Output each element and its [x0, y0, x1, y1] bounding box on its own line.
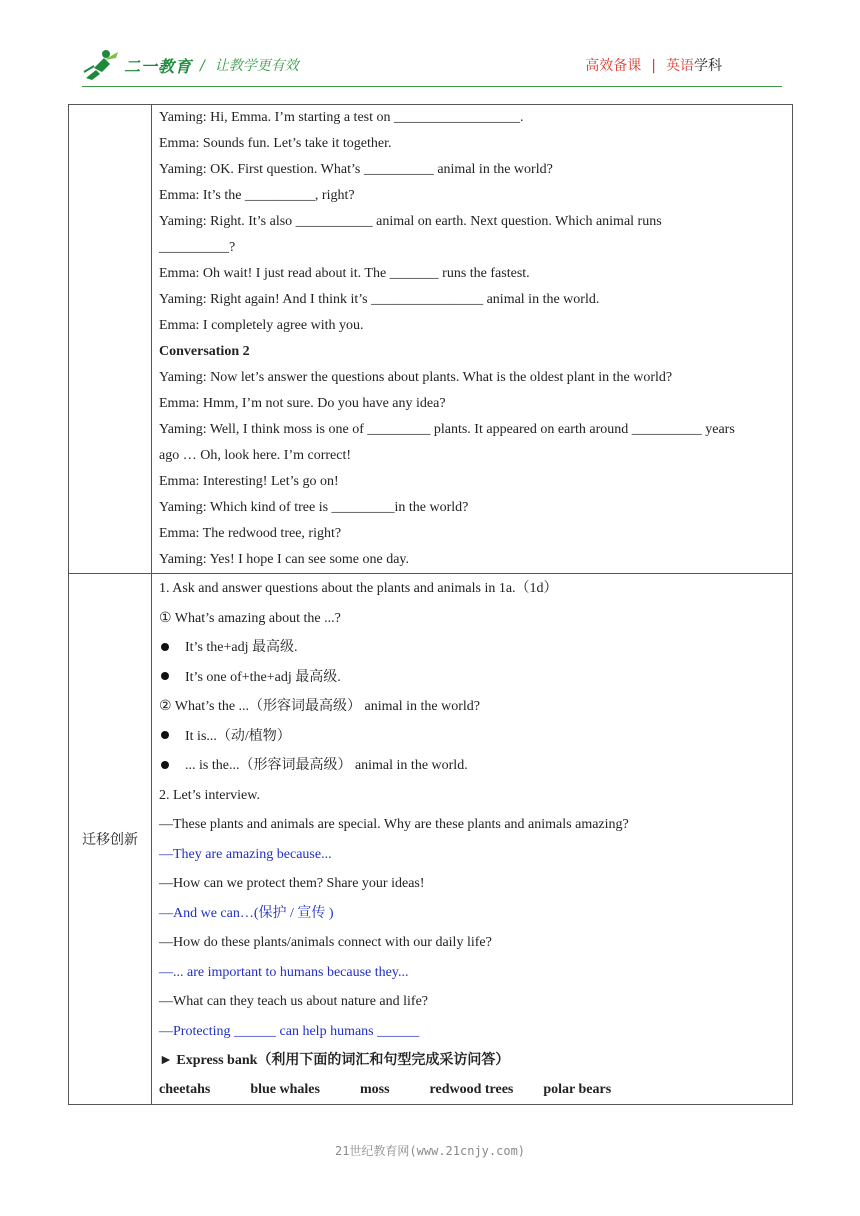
task-1: 1. Ask and answer questions about the plants and animals in 1a.（1d） — [159, 581, 558, 596]
interview-question: —These plants and animals are special. Why are these plants and animals amazing? — [159, 817, 629, 832]
dialogue-line: Emma: It’s the __________, right? — [159, 188, 355, 203]
dialogue-line: Yaming: Which kind of tree is _________in the world? — [159, 500, 469, 515]
conversation-cell — [152, 105, 793, 574]
table-row-conversations — [69, 105, 793, 574]
dialogue-line: Emma: Interesting! Let’s go on! — [159, 474, 339, 489]
conversation-2-title: Conversation 2 — [159, 344, 250, 359]
question-1: ① What’s amazing about the ...? — [159, 610, 341, 626]
dialogue-line: Yaming: Right. It’s also ___________ animal on earth. Next question. Which animal runs — [159, 214, 662, 229]
question-2: ② What’s the ...（形容词最高级） animal in the world? — [159, 699, 481, 714]
interview-answer: —... are important to humans because they... — [159, 964, 409, 980]
slogan-slash: / — [200, 58, 205, 74]
dialogue-line: Emma: Oh wait! I just read about it. The _______ runs the fastest. — [159, 266, 530, 281]
bullet-dot-icon — [161, 731, 169, 739]
table-row-transfer — [69, 574, 793, 1105]
page-header — [0, 0, 860, 100]
footer-source: 21世纪教育网(www.21cnjy.com) — [334, 1144, 526, 1158]
row-label-transfer: 迁移创新 — [69, 574, 152, 1105]
bullet-dot-icon — [161, 672, 169, 680]
dialogue-line: ago … Oh, look here. I’m correct! — [159, 448, 352, 463]
row-label-empty — [69, 105, 152, 574]
bullet-dot-icon — [161, 643, 169, 651]
dialogue-line: Yaming: Right again! And I think it’s ________________ animal in the world. — [159, 292, 600, 307]
dialogue-line: Yaming: Now let’s answer the questions about plants. What is the oldest plant in the world? — [159, 370, 673, 385]
interview-answer: —Protecting ______ can help humans ______ — [159, 1023, 420, 1039]
dialogue-line: Emma: The redwood tree, right? — [159, 526, 342, 541]
dialogue-line: Emma: I completely agree with you. — [159, 318, 364, 333]
bullet-text: It is...（动/植物） — [185, 728, 291, 744]
dialogue-line: __________? — [159, 240, 236, 255]
bullet-dot-icon — [161, 761, 169, 769]
bullet-item — [159, 751, 786, 781]
dialogue-line: Emma: Hmm, I’m not sure. Do you have any idea? — [159, 396, 446, 411]
interview-question: —How do these plants/animals connect with our daily life? — [159, 935, 492, 950]
dialogue-line: Yaming: Yes! I hope I can see some one day. — [159, 552, 410, 567]
bank-word: redwood trees — [429, 1081, 514, 1097]
tag-left: 高效备课 — [585, 58, 642, 74]
tag-subject-black: 学科 — [694, 58, 722, 74]
runner-logo-icon — [82, 48, 122, 82]
tag-separator: | — [651, 58, 656, 74]
brand-name: 二一教育 — [124, 57, 193, 76]
dialogue-line: Emma: Sounds fun. Let’s take it together. — [159, 136, 392, 151]
interview-question: —What can they teach us about nature and life? — [159, 994, 428, 1009]
bank-word: cheetahs — [159, 1081, 211, 1097]
bank-word: blue whales — [250, 1081, 320, 1097]
bullet-text: It’s one of+the+adj 最高级. — [185, 669, 341, 685]
slogan — [200, 55, 299, 75]
task-2: 2. Let’s interview. — [159, 787, 260, 803]
subject-tag — [585, 55, 722, 75]
bank-word: moss — [359, 1081, 390, 1097]
lesson-table — [68, 104, 793, 1105]
tag-subject-red: 英语 — [666, 58, 694, 74]
bullet-item — [159, 722, 786, 752]
bullet-item — [159, 663, 786, 693]
header-divider — [82, 86, 782, 87]
bank-word: polar bears — [543, 1081, 612, 1097]
express-bank-words — [159, 1076, 786, 1104]
bullet-item — [159, 633, 786, 663]
transfer-cell — [152, 574, 793, 1105]
dialogue-line: Yaming: OK. First question. What’s __________ animal in the world? — [159, 162, 553, 177]
dialogue-line: Yaming: Hi, Emma. I’m starting a test on __________________. — [159, 110, 524, 125]
interview-question: —How can we protect them? Share your ideas! — [159, 876, 425, 891]
bullet-text: It’s the+adj 最高级. — [185, 640, 298, 655]
slogan-text: 让教学更有效 — [214, 58, 299, 74]
interview-answer: —And we can…(保护 / 宣传 ) — [159, 905, 334, 921]
interview-answer: —They are amazing because... — [159, 846, 332, 862]
dialogue-line: Yaming: Well, I think moss is one of _________ plants. It appeared on earth around __________ years — [159, 422, 735, 437]
bullet-text: ... is the...（形容词最高级） animal in the world. — [185, 758, 468, 773]
express-bank-title: ► Express bank（利用下面的词汇和句型完成采访问答） — [159, 1053, 510, 1068]
